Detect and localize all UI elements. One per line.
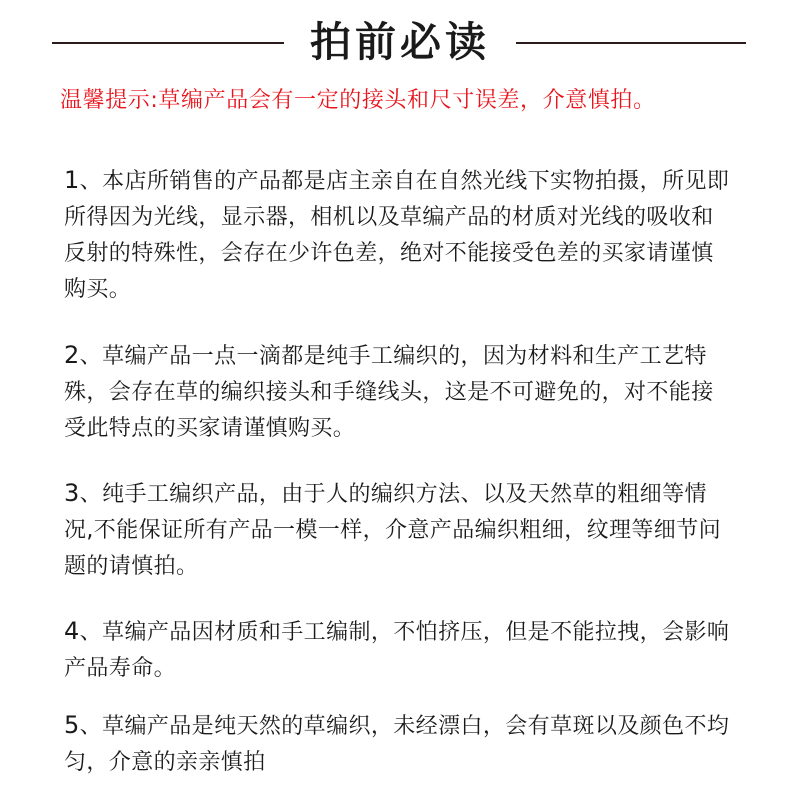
notice-number: 4 — [64, 617, 80, 645]
notice-text: 、纯手工编织产品，由于人的编织方法、以及天然草的粗细等情况,不能保证所有产品一模一样，介意产品编织粗细，纹理等细节问题的请慎拍。 — [64, 482, 721, 579]
notice-item-1 — [64, 162, 734, 308]
notice-number: 1 — [64, 166, 80, 194]
notice-text: 、草编产品是纯天然的草编织，未经漂白，会有草斑以及颜色不均匀，介意的亲亲慎拍 — [64, 714, 730, 775]
notice-number: 5 — [64, 711, 80, 739]
page-title: 拍前必读 — [310, 18, 490, 66]
notice-item-4 — [64, 613, 734, 687]
notice-text: 、草编产品一点一滴都是纯手工编织的，因为材料和生产工艺特殊，会存在草的编织接头和手缝线头，这是不可避免的，对不能接受此特点的买家请谨慎购买。 — [64, 344, 714, 441]
notice-item-3 — [64, 475, 734, 585]
notice-number: 3 — [64, 479, 80, 507]
notice-item-2 — [64, 337, 734, 447]
notice-text: 、本店所销售的产品都是店主亲自在自然光线下实物拍摄，所见即所得因为光线，显示器，相机以及草编产品的材质对光线的吸收和反射的特殊性，会存在少许色差，绝对不能接受色差的买家请谨慎购买。 — [64, 169, 730, 302]
header — [0, 10, 800, 74]
notice-text: 、草编产品因材质和手工编制，不怕挤压，但是不能拉拽，会影响产品寿命。 — [64, 620, 730, 681]
notice-item-5 — [64, 707, 734, 781]
header-divider-left — [52, 42, 284, 44]
notice-number: 2 — [64, 341, 80, 369]
warm-tip: 温馨提示:草编产品会有一定的接头和尺寸误差，介意慎拍。 — [60, 88, 656, 113]
header-divider-right — [516, 42, 746, 44]
